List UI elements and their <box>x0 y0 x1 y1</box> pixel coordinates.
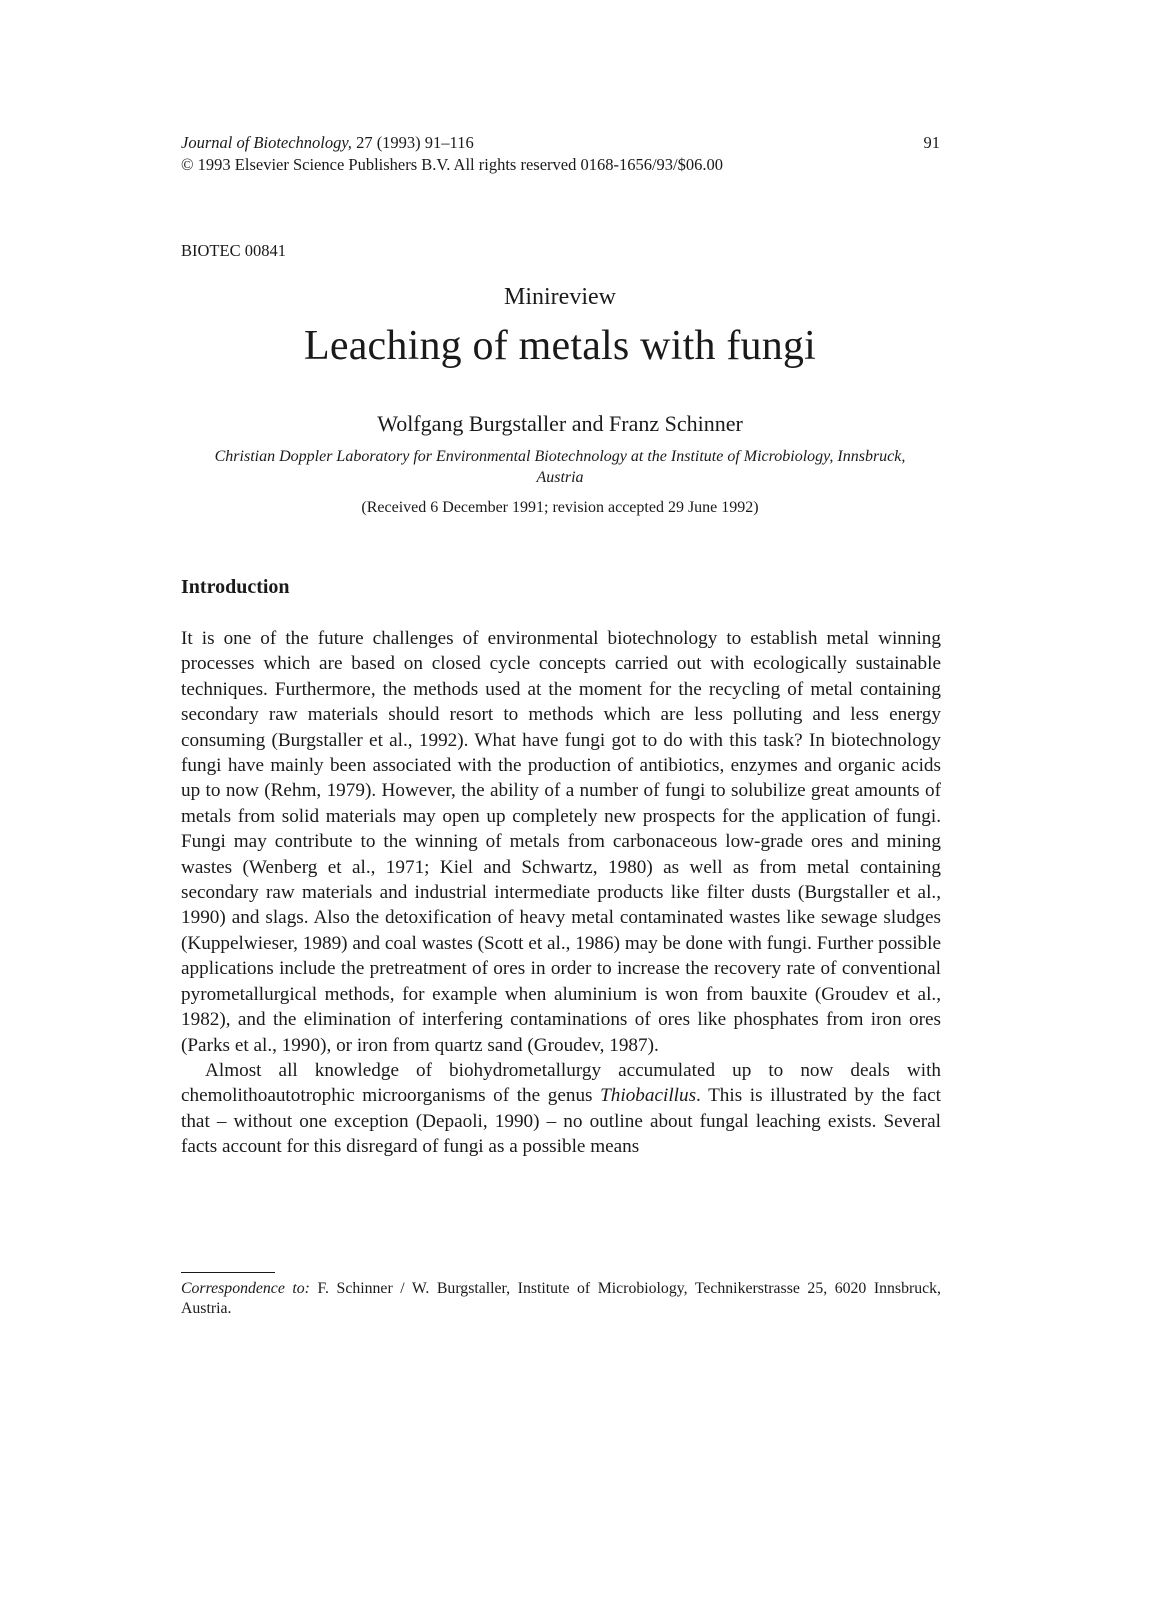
affiliation: Christian Doppler Laboratory for Environmental Biotechnology at the Institute of Microbiology, Innsbruck, Austria <box>214 448 906 486</box>
article-type: Minireview <box>504 284 616 310</box>
authors: Wolfgang Burgstaller and Franz Schinner <box>377 411 743 436</box>
paragraph-2-end: . This is illustrated by the fact that – without one exception (Depaoli, 1990) – no outline about fungal leaching exists. Several facts account for this disregard of fungi as a possible means <box>181 1085 941 1158</box>
copyright-notice: © 1993 Elsevier Science Publishers B.V. All rights reserved 0168-1656/93/$06.00 <box>181 155 724 174</box>
section-heading-introduction: Introduction <box>181 576 290 598</box>
journal-volume-pages: 27 (1993) 91–116 <box>351 133 474 152</box>
article-title: Leaching of metals with fungi <box>304 323 816 369</box>
received-dates: (Received 6 December 1991; revision accepted 29 June 1992) <box>361 499 759 516</box>
correspondence-footnote <box>181 1279 941 1319</box>
footnote-lead: Correspondence to: <box>181 1280 310 1297</box>
footnote-divider <box>181 1272 275 1273</box>
paragraph-2-start: Almost all knowledge of biohydrometallurgy accumulated up to now deals with chemolithoautotrophic microorganisms of the genus <box>181 1059 941 1107</box>
journal-citation <box>181 132 474 154</box>
footnote-text: F. Schinner / W. Burgstaller, Institute of Microbiology, Technikerstrasse 25, 6020 Innsbruck, Austria. <box>181 1280 942 1317</box>
genus-name: Thiobacillus <box>600 1085 697 1107</box>
body-text <box>181 626 941 1160</box>
page-number: 91 <box>923 133 940 152</box>
article-code: BIOTEC 00841 <box>181 241 286 260</box>
journal-name: Journal of Biotechnology, <box>181 133 352 152</box>
paragraph-2 <box>181 1058 941 1160</box>
paragraph-1: It is one of the future challenges of environmental biotechnology to establish metal winning processes which are based on closed cycle concepts carried out with ecologically sustainable techniques. Furthermore, the methods used at the moment for the recycling of metal containing secondary raw materials should resort to methods which are less polluting and less energy consuming (Burgstaller et al., 1992). What have fungi got to do with this task? In biotechnology fungi have mainly been associated with the production of antibiotics, enzymes and organic acids up to now (Rehm, 1979). However, the ability of a number of fungi to solubilize great amounts of metals from solid materials may open up completely new prospects for the application of fungi. Fungi may contribute to the winning of metals from carbonaceous low-grade ores and mining wastes (Wenberg et al., 1971; Kiel and Schwartz, 1980) as well as from metal containing secondary raw materials and industrial intermediate products like filter dusts (Burgstaller et al., 1990) and slags. Also the detoxification of heavy metal contaminated wastes like sewage sludges (Kuppelwieser, 1989) and coal wastes (Scott et al., 1986) may be done with fungi. Further possible applications include the pretreatment of ores in order to increase the recovery rate of conventional pyrometallurgical methods, for example when aluminium is won from bauxite (Groudev et al., 1982), and the elimination of interfering contaminations of ores like phosphates from iron ores (Parks et al., 1990), or iron from quartz sand (Groudev, 1987). <box>181 628 941 1056</box>
